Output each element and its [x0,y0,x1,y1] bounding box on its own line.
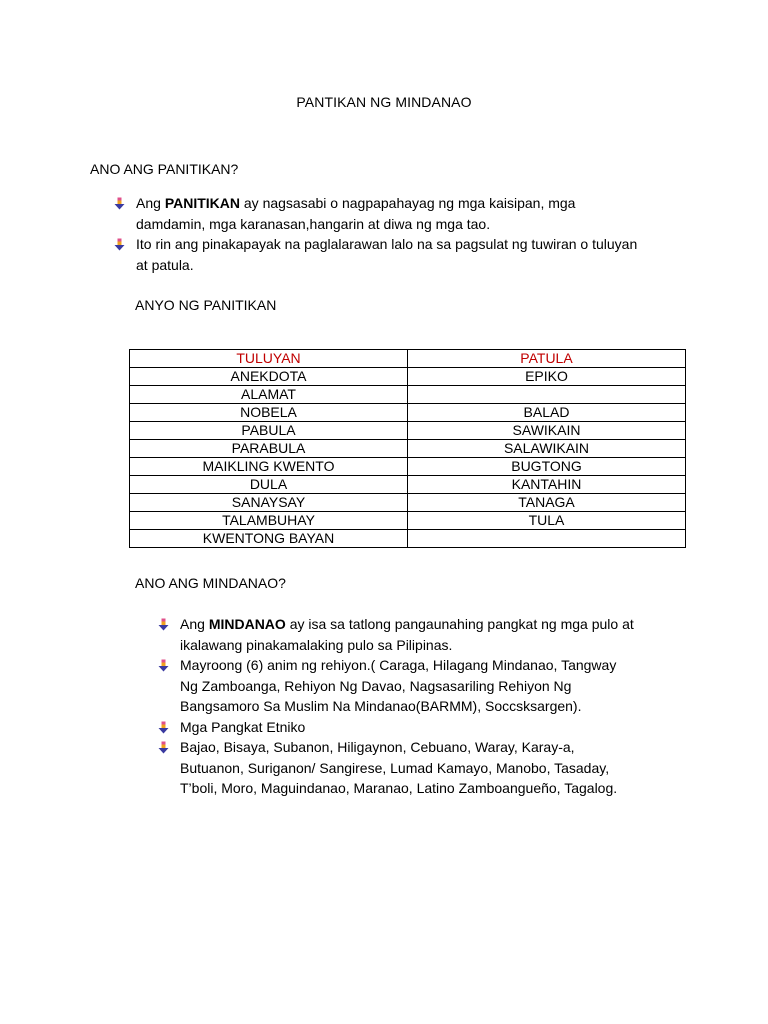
section-heading-mindanao: ANO ANG MINDANAO? [135,575,286,591]
table-cell-tuluyan: ANEKDOTA [130,368,408,386]
table-row [130,530,686,548]
table-row [130,494,686,512]
bullet-text-line: T’boli, Moro, Maguindanao, Maranao, Latino Zamboangueño, Tagalog. [180,780,618,796]
table-header-patula: PATULA [408,350,686,368]
bullet-text-line: ikalawang pinakamalaking pulo sa Pilipinas. [180,636,453,653]
table-cell-patula: BALAD [408,404,686,422]
arrow-bullet-icon [157,659,170,672]
panitikan-bullet-list [110,193,690,275]
table-header-tuluyan: TULUYAN [130,350,408,368]
bullet-text-pre: Ang [136,195,165,211]
table-cell-patula: EPIKO [408,368,686,386]
bullet-text-line: Ng Zamboanga, Rehiyon Ng Davao, Nagsasariling Rehiyon Ng [180,677,572,694]
section-heading-anyo: ANYO NG PANITIKAN [135,297,277,313]
bullet-text-post: ay nagsasabi o nagpapahayag ng mga kaisipan, mga [240,195,576,211]
table-row [130,422,686,440]
table-row [130,386,686,404]
table-cell-patula: TANAGA [408,494,686,512]
bullet-text-line: Bangsamoro Sa Muslim Na Mindanao(BARMM), Soccsksargen). [180,698,582,714]
bullet-text-pre: Bajao, Bisaya, Subanon, Hiligaynon, Cebuano, Waray, Karay-a, [180,739,575,755]
bullet-text-post: ay isa sa tatlong pangaunahing pangkat ng mga pulo at [285,616,634,632]
table-cell-patula: BUGTONG [408,458,686,476]
anyo-table [129,349,686,548]
list-item [154,614,714,655]
bullet-text-line2: damdamin, mga karanasan,hangarin at diwa ng mga tao. [136,215,491,232]
table-cell-tuluyan: MAIKLING KWENTO [130,458,408,476]
bullet-text-pre: Ito rin ang pinakapayak na paglalarawan lalo na sa pagsulat ng tuwiran o tuluyan [136,236,638,252]
arrow-bullet-icon [113,238,126,251]
table-cell-tuluyan: SANAYSAY [130,494,408,512]
table-row [130,368,686,386]
bullet-text-line2: at patula. [136,256,194,273]
list-item [154,655,714,717]
bullet-text-line: Butuanon, Suriganon/ Sangirese, Lumad Kamayo, Manobo, Tasaday, [180,759,610,776]
table-row [130,404,686,422]
table-cell-tuluyan: PABULA [130,422,408,440]
table-header-row [130,350,686,368]
bullet-text-pre: Mayroong (6) anim ng rehiyon.( Caraga, Hilagang Mindanao, Tangway [180,657,617,673]
arrow-bullet-icon [157,721,170,734]
table-row [130,458,686,476]
table-cell-tuluyan: TALAMBUHAY [130,512,408,530]
table-row [130,512,686,530]
page-title: PANTIKAN NG MINDANAO [296,94,472,110]
table-cell-patula [408,530,686,548]
arrow-bullet-icon [157,618,170,631]
section-heading-panitikan: ANO ANG PANITIKAN? [90,161,239,177]
table-cell-patula: SAWIKAIN [408,422,686,440]
list-item [154,717,714,738]
table-row [130,440,686,458]
table-cell-tuluyan: KWENTONG BAYAN [130,530,408,548]
table-cell-tuluyan: DULA [130,476,408,494]
table-cell-tuluyan: NOBELA [130,404,408,422]
table-cell-patula: SALAWIKAIN [408,440,686,458]
table-cell-patula: TULA [408,512,686,530]
table-cell-tuluyan: ALAMAT [130,386,408,404]
list-item [110,234,690,275]
arrow-bullet-icon [157,741,170,754]
list-item [154,737,714,799]
bullet-text-pre: Ang [180,616,209,632]
table-cell-patula [408,386,686,404]
mindanao-bullet-list [154,614,714,799]
table-cell-tuluyan: PARABULA [130,440,408,458]
list-item [110,193,690,234]
bullet-text-bold: PANITIKAN [164,195,240,211]
arrow-bullet-icon [113,197,126,210]
bullet-text-pre: Mga Pangkat Etniko [180,718,306,735]
bullet-text-bold: MINDANAO [208,616,286,632]
table-row [130,476,686,494]
table-cell-patula: KANTAHIN [408,476,686,494]
